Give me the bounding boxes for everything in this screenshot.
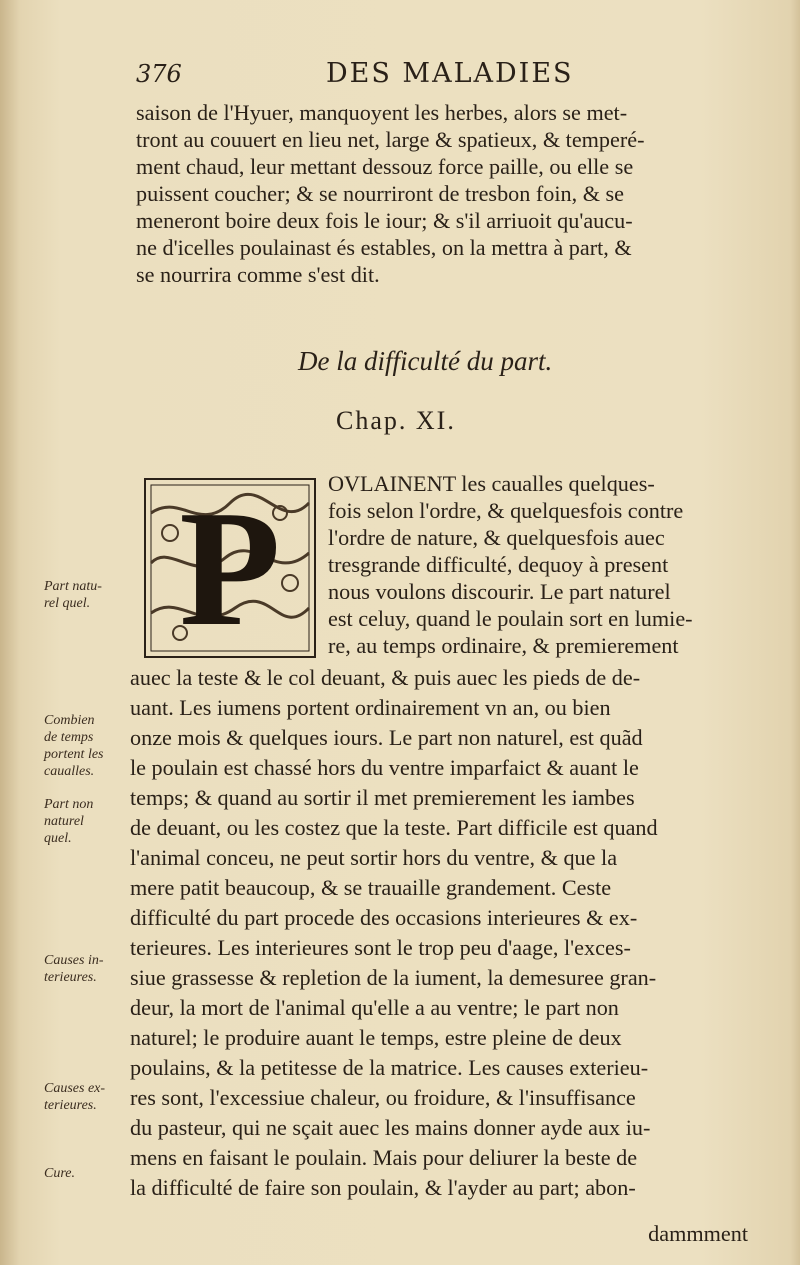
margin-note xyxy=(44,1080,105,1114)
margin-note xyxy=(44,578,102,612)
margin-note-line: rel quel. xyxy=(44,596,91,611)
text-line: mere patit beaucoup, & se trauaille grandement. Ceste xyxy=(130,875,612,900)
text-line: fois selon l'ordre, & quelquesfois contre xyxy=(328,498,684,523)
margin-note-line: caualles. xyxy=(44,764,95,779)
text-line: onze mois & quelques iours. Le part non naturel, est quãd xyxy=(130,725,643,750)
text-line: tront au couuert en lieu net, large & spatieux, & temperé- xyxy=(136,127,645,152)
text-line: du pasteur, qui ne sçait auec les mains donner ayde aux iu- xyxy=(130,1115,651,1140)
text-line: res sont, l'excessiue chaleur, ou froidure, & l'insuffisance xyxy=(130,1085,636,1110)
text-line: ment chaud, leur mettant dessouz force paille, ou elle se xyxy=(136,154,634,179)
margin-note-line: terieures. xyxy=(44,970,97,985)
margin-note-line: quel. xyxy=(44,831,72,846)
text-line: OVLAINENT les caualles quelques- xyxy=(328,471,655,496)
text-line: la difficulté de faire son poulain, & l'ayder au part; abon- xyxy=(130,1175,636,1200)
text-line: deur, la mort de l'animal qu'elle a au ventre; le part non xyxy=(130,995,619,1020)
margin-note-line: Part natu- xyxy=(44,579,102,594)
text-line: est celuy, quand le poulain sort en lumie- xyxy=(328,606,693,631)
margin-note-line: Part non xyxy=(44,797,94,812)
text-line: temps; & quand au sortir il met premierement les iambes xyxy=(130,785,635,810)
text-line: mens en faisant le poulain. Mais pour deliurer la beste de xyxy=(130,1145,638,1170)
initial-letter: P xyxy=(179,476,281,660)
margin-note-line: naturel xyxy=(44,814,84,829)
margin-note xyxy=(44,952,104,986)
margin-note-line: terieures. xyxy=(44,1098,97,1113)
text-line: poulains, & la petitesse de la matrice. Les causes exterieu- xyxy=(130,1055,649,1080)
folio-number: 376 xyxy=(136,60,182,88)
margin-note-line: Causes ex- xyxy=(44,1081,106,1096)
drop-initial xyxy=(140,473,320,663)
text-line: siue grassesse & repletion de la iument, la demesuree gran- xyxy=(130,965,657,990)
margin-note-line: Combien xyxy=(44,713,95,728)
margin-note xyxy=(44,712,104,780)
catchword: dammment xyxy=(648,1221,748,1246)
margin-note-line: portent les xyxy=(44,747,104,762)
text-line: l'ordre de nature, & quelquesfois auec xyxy=(328,525,665,550)
text-line: tresgrande difficulté, dequoy à present xyxy=(328,552,669,577)
running-title: DES MALADIES xyxy=(326,58,574,89)
text-line: terieures. Les interieures sont le trop peu d'aage, l'exces- xyxy=(130,935,631,960)
section-title: De la difficulté du part. xyxy=(298,346,553,376)
text-line: nous voulons discourir. Le part naturel xyxy=(328,579,671,604)
margin-note-line: Cure. xyxy=(44,1166,75,1181)
text-line: meneront boire deux fois le iour; & s'il arriuoit qu'aucu- xyxy=(136,208,633,233)
text-line: saison de l'Hyuer, manquoyent les herbes, alors se met- xyxy=(136,100,628,125)
margin-note-line: de temps xyxy=(44,730,94,745)
text-line: auec la teste & le col deuant, & puis auec les pieds de de- xyxy=(130,665,641,690)
text-line: le poulain est chassé hors du ventre imparfaict & auant le xyxy=(130,755,639,780)
margin-note xyxy=(44,1165,75,1182)
page-header xyxy=(136,58,756,92)
text-line: l'animal conceu, ne peut sortir hors du ventre, & que la xyxy=(130,845,618,870)
text-line: uant. Les iumens portent ordinairement vn an, ou bien xyxy=(130,695,611,720)
text-line: puissent coucher; & se nourriront de tresbon foin, & se xyxy=(136,181,625,206)
text-line: naturel; le produire auant le temps, estre pleine de deux xyxy=(130,1025,622,1050)
text-line: difficulté du part procede des occasions interieures & ex- xyxy=(130,905,638,930)
margin-note xyxy=(44,796,93,847)
text-line: ne d'icelles poulainast és estables, on la mettra à part, & xyxy=(136,235,632,260)
margin-note-line: Causes in- xyxy=(44,953,104,968)
text-line: de deuant, ou les costez que la teste. Part difficile est quand xyxy=(130,815,658,840)
text-line: re, au temps ordinaire, & premierement xyxy=(328,633,679,658)
chapter-heading: Chap. XI. xyxy=(336,406,456,435)
text-line: se nourrira comme s'est dit. xyxy=(136,262,380,287)
